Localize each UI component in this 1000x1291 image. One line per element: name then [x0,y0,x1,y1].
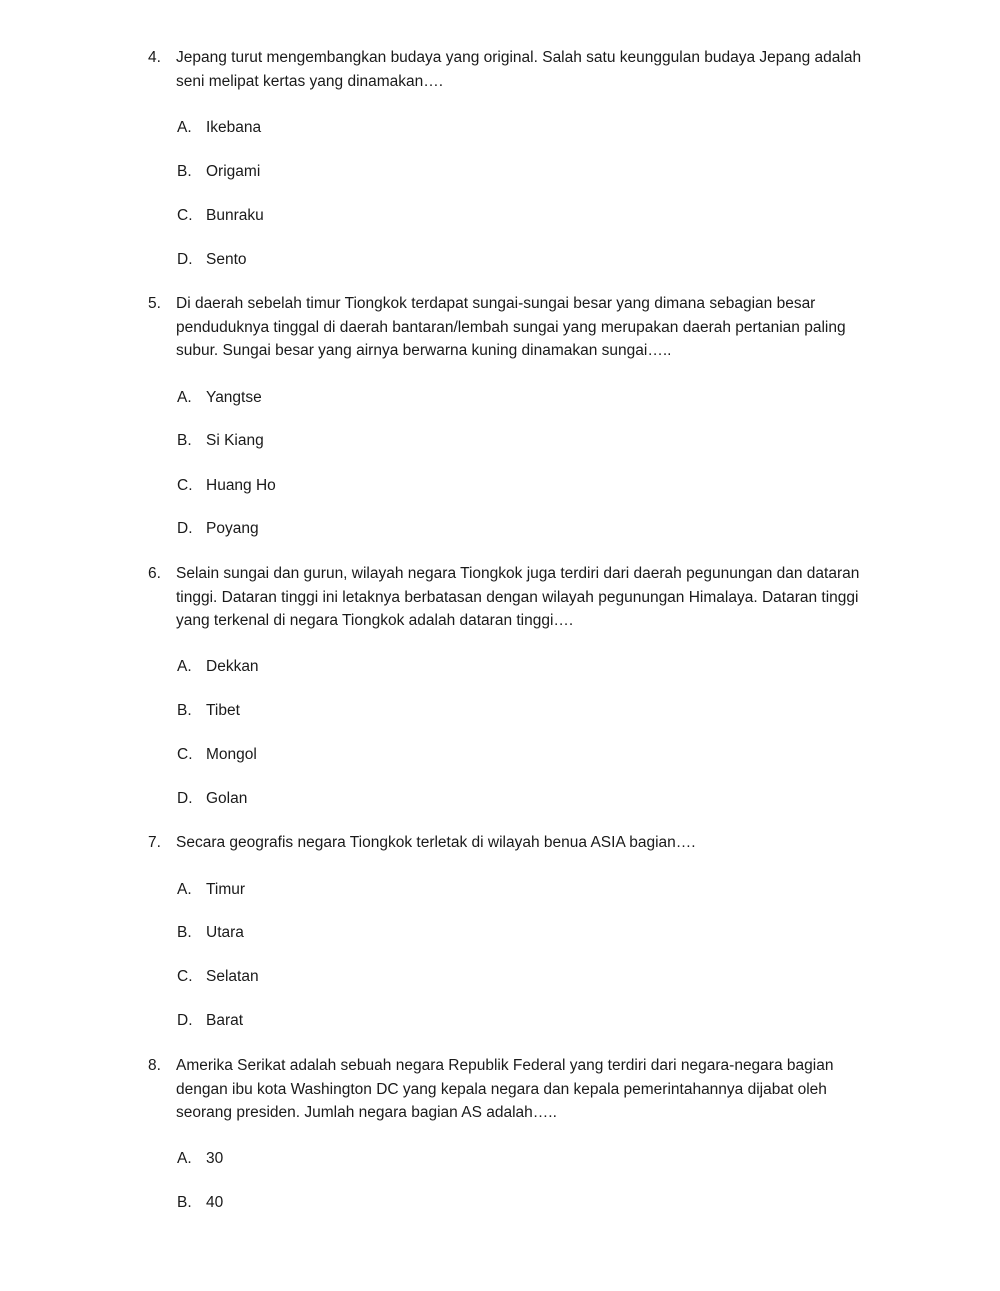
option-letter: B. [177,702,192,719]
question-7 [148,831,878,855]
option-letter: A. [177,881,192,898]
option-text: Sento [206,251,247,268]
option-letter: A. [177,389,192,406]
question-text: Jepang turut mengembangkan budaya yang original. Salah satu keunggulan budaya Jepang adalah seni melipat kertas yang dinamakan…. [176,49,862,90]
option-letter: D. [177,790,193,807]
option-text: Yangtse [206,389,262,406]
question-number: 6. [148,565,161,582]
option-4a[interactable] [177,118,261,138]
option-letter: D. [177,251,193,268]
option-letter: B. [177,163,192,180]
question-text: Di daerah sebelah timur Tiongkok terdapat sungai-sungai besar yang dimana sebagian besar penduduknya tinggal di daerah bantaran/lembah sungai yang merupakan daerah pertanian paling subur. Sungai besar yang airnya berwarna kuning dinamakan sungai….. [176,295,846,359]
question-number: 5. [148,295,161,312]
question-text: Amerika Serikat adalah sebuah negara Republik Federal yang terdiri dari negara-negara bagian dengan ibu kota Washington DC yang kepala negara dan kepala pemerintahannya dijabat oleh seorang presiden. Jumlah negara bagian AS adalah….. [176,1057,834,1121]
option-letter: C. [177,746,193,763]
option-letter: A. [177,658,192,675]
question-text: Selain sungai dan gurun, wilayah negara Tiongkok juga terdiri dari daerah pegunungan dan dataran tinggi. Dataran tinggi ini letaknya berbatasan dengan wilayah pegunungan Himalaya. Dataran tinggi yang terkenal di negara Tiongkok adalah dataran tinggi…. [176,565,860,629]
option-letter: B. [177,1194,192,1211]
question-text: Secara geografis negara Tiongkok terletak di wilayah benua ASIA bagian…. [176,834,696,851]
option-letter: C. [177,207,193,224]
option-7a[interactable] [177,880,245,900]
option-text: 40 [206,1194,224,1211]
option-5a[interactable] [177,388,262,408]
option-letter: D. [177,520,193,537]
option-letter: D. [177,1012,193,1029]
option-5d[interactable] [177,519,259,539]
option-letter: C. [177,968,193,985]
option-5b[interactable] [177,431,264,451]
option-8b[interactable] [177,1193,223,1213]
question-8 [148,1054,878,1125]
option-letter: C. [177,477,193,494]
option-letter: B. [177,924,192,941]
option-text: Bunraku [206,207,264,224]
option-5c[interactable] [177,476,276,496]
question-number: 4. [148,49,161,66]
option-text: Si Kiang [206,432,264,449]
option-text: Poyang [206,520,259,537]
option-text: Tibet [206,702,240,719]
question-5 [148,292,878,363]
option-text: Selatan [206,968,259,985]
option-text: Golan [206,790,248,807]
option-7c[interactable] [177,967,259,987]
question-4 [148,46,878,93]
option-text: Dekkan [206,658,259,675]
question-6 [148,562,878,633]
option-6a[interactable] [177,657,259,677]
option-text: 30 [206,1150,224,1167]
option-6b[interactable] [177,701,240,721]
option-text: Origami [206,163,261,180]
option-text: Ikebana [206,119,262,136]
option-8a[interactable] [177,1149,223,1169]
option-4c[interactable] [177,206,264,226]
option-text: Mongol [206,746,257,763]
option-letter: A. [177,1150,192,1167]
option-letter: A. [177,119,192,136]
question-number: 7. [148,834,161,851]
option-7b[interactable] [177,923,244,943]
question-number: 8. [148,1057,161,1074]
option-letter: B. [177,432,192,449]
option-text: Utara [206,924,244,941]
option-4d[interactable] [177,250,247,270]
option-6d[interactable] [177,789,247,809]
option-4b[interactable] [177,162,260,182]
option-7d[interactable] [177,1011,243,1031]
option-text: Timur [206,881,246,898]
option-text: Barat [206,1012,244,1029]
option-6c[interactable] [177,745,257,765]
option-text: Huang Ho [206,477,276,494]
